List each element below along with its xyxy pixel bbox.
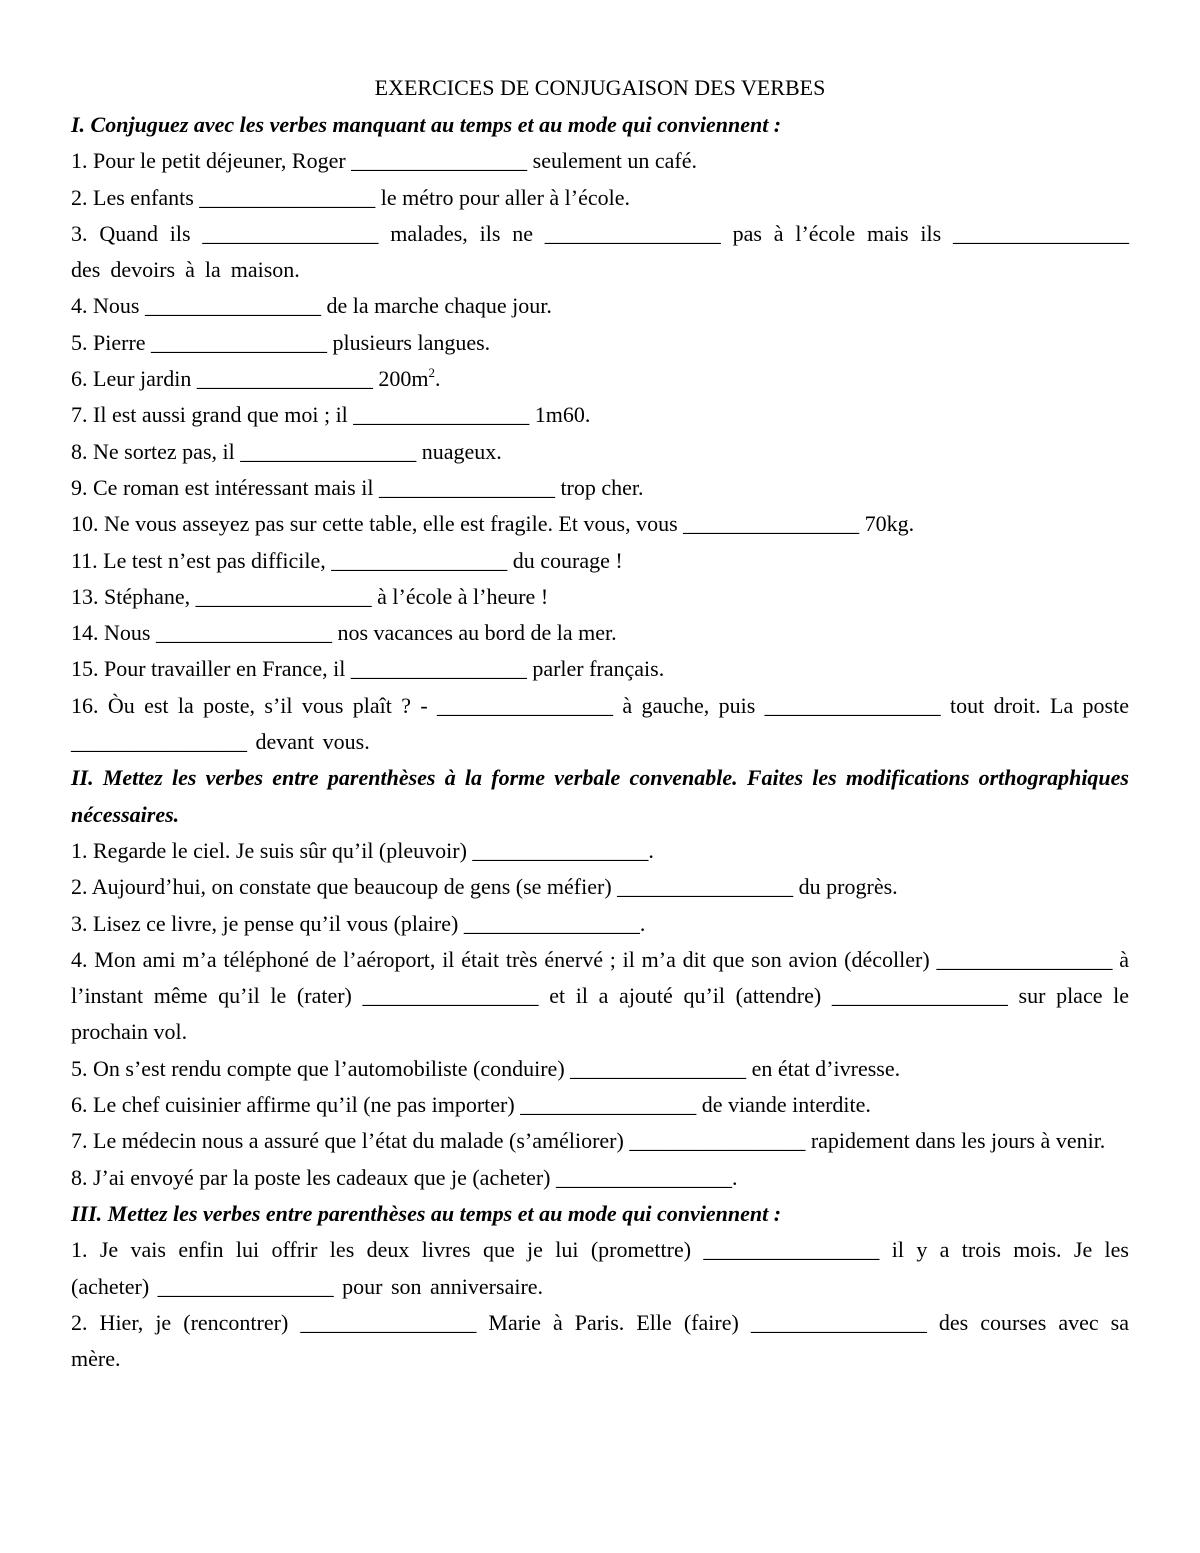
exercise-line: 1. Je vais enfin lui offrir les deux livres que je lui (promettre) ________________ il y a trois mois. Je les (acheter) ________________ pour son anniversaire. bbox=[71, 1237, 1129, 1299]
answer-blank: ________________ bbox=[764, 692, 941, 718]
answer-blank: ________________ bbox=[240, 438, 417, 464]
exercise-line: 10. Ne vous asseyez pas sur cette table, elle est fragile. Et vous, vous ________________ 70kg. bbox=[71, 511, 915, 537]
superscript: 2 bbox=[428, 365, 435, 381]
answer-blank: ________________ bbox=[378, 474, 555, 500]
exercise-line: 2. Hier, je (rencontrer) ________________ Marie à Paris. Elle (faire) ________________ des courses avec sa mère. bbox=[71, 1309, 1129, 1372]
exercise-line: 16. Òu est la poste, s’il vous plaît ? - ________________ à gauche, puis ________________ tout droit. La poste ________________ devant vous. bbox=[71, 692, 1129, 755]
exercise-line: 6. Leur jardin ________________ $200m^2$. bbox=[71, 365, 441, 392]
section-3-heading: III. Mettez les verbes entre parenthèses au temps et au mode qui conviennent : bbox=[71, 1200, 782, 1226]
answer-blank: ________________ bbox=[199, 184, 376, 210]
exercise-line: 3. Lisez ce livre, je pense qu’il vous (plaire) ________________. bbox=[71, 910, 646, 936]
answer-blank: ________________ bbox=[350, 656, 527, 682]
answer-blank: ________________ bbox=[556, 1164, 732, 1190]
exercise-line: 3. Quand ils ________________ malades, ils ne ________________ pas à l’école mais ils ________________ des devoirs à la maison. bbox=[71, 220, 1129, 283]
answer-blank: ________________ bbox=[195, 583, 372, 609]
answer-blank: ________________ bbox=[629, 1128, 806, 1154]
exercise-line: 7. Il est aussi grand que moi ; il ________________ 1m60. bbox=[71, 402, 591, 428]
exercise-line: 2. Les enfants ________________ le métro pour aller à l’école. bbox=[71, 184, 631, 210]
answer-blank: ________________ bbox=[331, 547, 508, 573]
answer-blank: ________________ bbox=[196, 366, 373, 392]
answer-blank: ________________ bbox=[157, 1273, 334, 1299]
exercise-line: 11. Le test n’est pas difficile, ________________ du courage ! bbox=[71, 547, 623, 573]
exercise-line: 4. Mon ami m’a téléphoné de l’aéroport, il était très énervé ; il m’a dit que son avion (décoller) ________________ à l’instant même qu’il le (rater) ________________ et il a ajouté qu’il (attendre) ________________ sur place le prochain vol. bbox=[71, 946, 1130, 1045]
answer-blank: ________________ bbox=[351, 148, 528, 174]
answer-blank: ________________ bbox=[831, 983, 1008, 1009]
answer-blank: ________________ bbox=[151, 329, 328, 355]
exercise-line: 13. Stéphane, ________________ à l’école à l’heure ! bbox=[71, 583, 549, 609]
answer-blank: ________________ bbox=[936, 946, 1113, 972]
answer-blank: ________________ bbox=[362, 983, 539, 1009]
exercise-line: 4. Nous ________________ de la marche chaque jour. bbox=[71, 293, 552, 319]
section-1-heading: I. Conjuguez avec les verbes manquant au temps et au mode qui conviennent : bbox=[71, 112, 782, 137]
exercise-content bbox=[71, 107, 1129, 1377]
exercise-line: 8. J’ai envoyé par la poste les cadeaux que je (acheter) ________________. bbox=[71, 1164, 738, 1190]
answer-blank: ________________ bbox=[952, 220, 1129, 246]
answer-blank: ________________ bbox=[202, 220, 379, 246]
exercise-line: 15. Pour travailler en France, il ________________ parler français. bbox=[71, 656, 665, 682]
page-title: EXERCICES DE CONJUGAISON DES VERBES bbox=[374, 75, 826, 100]
answer-blank: ________________ bbox=[463, 910, 640, 936]
answer-blank: ________________ bbox=[472, 837, 649, 863]
answer-blank: ________________ bbox=[544, 220, 721, 246]
exercise-line: 5. Pierre ________________ plusieurs langues. bbox=[71, 329, 491, 355]
answer-blank: ________________ bbox=[617, 874, 794, 900]
exercise-line: 1. Regarde le ciel. Je suis sûr qu’il (pleuvoir) ________________. bbox=[71, 837, 654, 863]
exercise-line: 1. Pour le petit déjeuner, Roger ________________ seulement un café. bbox=[71, 148, 697, 174]
exercise-line: 6. Le chef cuisinier affirme qu’il (ne pas importer) ________________ de viande interdite. bbox=[71, 1092, 871, 1118]
exercise-line: 9. Ce roman est intéressant mais il ________________ trop cher. bbox=[71, 474, 644, 500]
exercise-line: 8. Ne sortez pas, il ________________ nuageux. bbox=[71, 438, 502, 464]
section-2-heading: II. Mettez les verbes entre parenthèses à la forme verbale convenable. Faites les modifications orthographiques nécessaires. bbox=[71, 765, 1129, 827]
answer-blank: ________________ bbox=[683, 511, 860, 537]
answer-blank: ________________ bbox=[703, 1237, 880, 1263]
answer-blank: ________________ bbox=[300, 1309, 477, 1335]
answer-blank: ________________ bbox=[71, 729, 247, 755]
exercise-line: 14. Nous ________________ nos vacances au bord de la mer. bbox=[71, 620, 617, 646]
exercise-line: 7. Le médecin nous a assuré que l’état du malade (s’améliorer) ________________ rapidement dans les jours à venir. bbox=[71, 1128, 1106, 1154]
answer-blank: ________________ bbox=[353, 402, 530, 428]
exercise-line: 2. Aujourd’hui, on constate que beaucoup de gens (se méfier) ________________ du progrès. bbox=[71, 874, 898, 900]
answer-blank: ________________ bbox=[570, 1055, 747, 1081]
answer-blank: ________________ bbox=[144, 293, 321, 319]
answer-blank: ________________ bbox=[155, 620, 332, 646]
answer-blank: ________________ bbox=[520, 1092, 697, 1118]
exercise-line: 5. On s’est rendu compte que l’automobiliste (conduire) ________________ en état d’ivresse. bbox=[71, 1055, 901, 1081]
answer-blank: ________________ bbox=[437, 692, 614, 718]
answer-blank: ________________ bbox=[750, 1309, 927, 1335]
